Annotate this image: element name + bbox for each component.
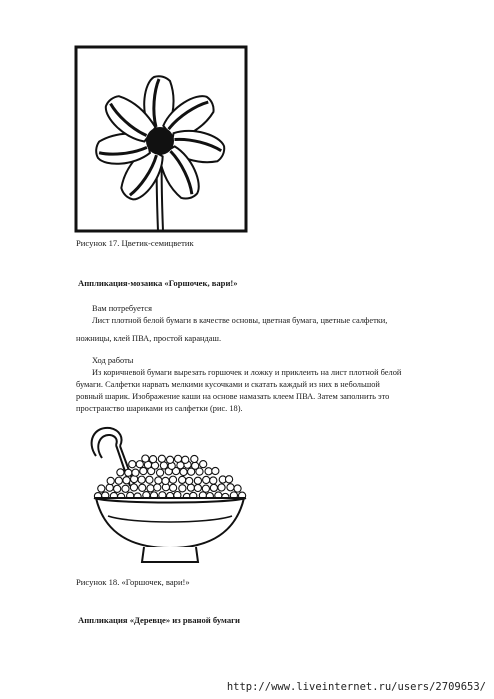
procedure-title: Ход работы (92, 356, 134, 365)
figure-17-caption: Рисунок 17. Цветик-семицветик (76, 238, 194, 248)
section-heading-mosaic: Аппликация-мозаика «Горшочек, вари!» (78, 278, 238, 288)
procedure-text-line-2: бумаги. Салфетки нарвать мелкими кусочками и скатать каждый из них в небольшой (76, 380, 380, 389)
procedure-text-line-1: Из коричневой бумаги вырезать горшочек и ложку и приклеить на лист плотной белой (92, 368, 402, 377)
procedure-block (76, 355, 436, 415)
figure-18-caption: Рисунок 18. «Горшочек, вари!» (76, 577, 190, 587)
procedure-text-line-4: пространство шариками из салфетки (рис. 18). (76, 404, 243, 413)
figure-17-flower-image (74, 45, 248, 233)
materials-block (76, 303, 436, 345)
materials-text-line-2: ножницы, клей ПВА, простой карандаш. (76, 334, 222, 343)
materials-title: Вам потребуется (92, 304, 152, 313)
source-url-watermark: http://www.liveinternet.ru/users/2709653/ (226, 681, 486, 693)
procedure-text-line-3: ровный шарик. Изображение каши на основе намазать клеем ПВА. Затем заполнить это (76, 392, 390, 401)
materials-text-line-1: Лист плотной белой бумаги в качестве основы, цветная бумага, цветные салфетки, (92, 316, 388, 325)
porridge-balls (94, 455, 245, 501)
section-heading-tree: Аппликация «Деревце» из рваной бумаги (78, 615, 240, 625)
figure-18-pot-image (72, 420, 258, 572)
